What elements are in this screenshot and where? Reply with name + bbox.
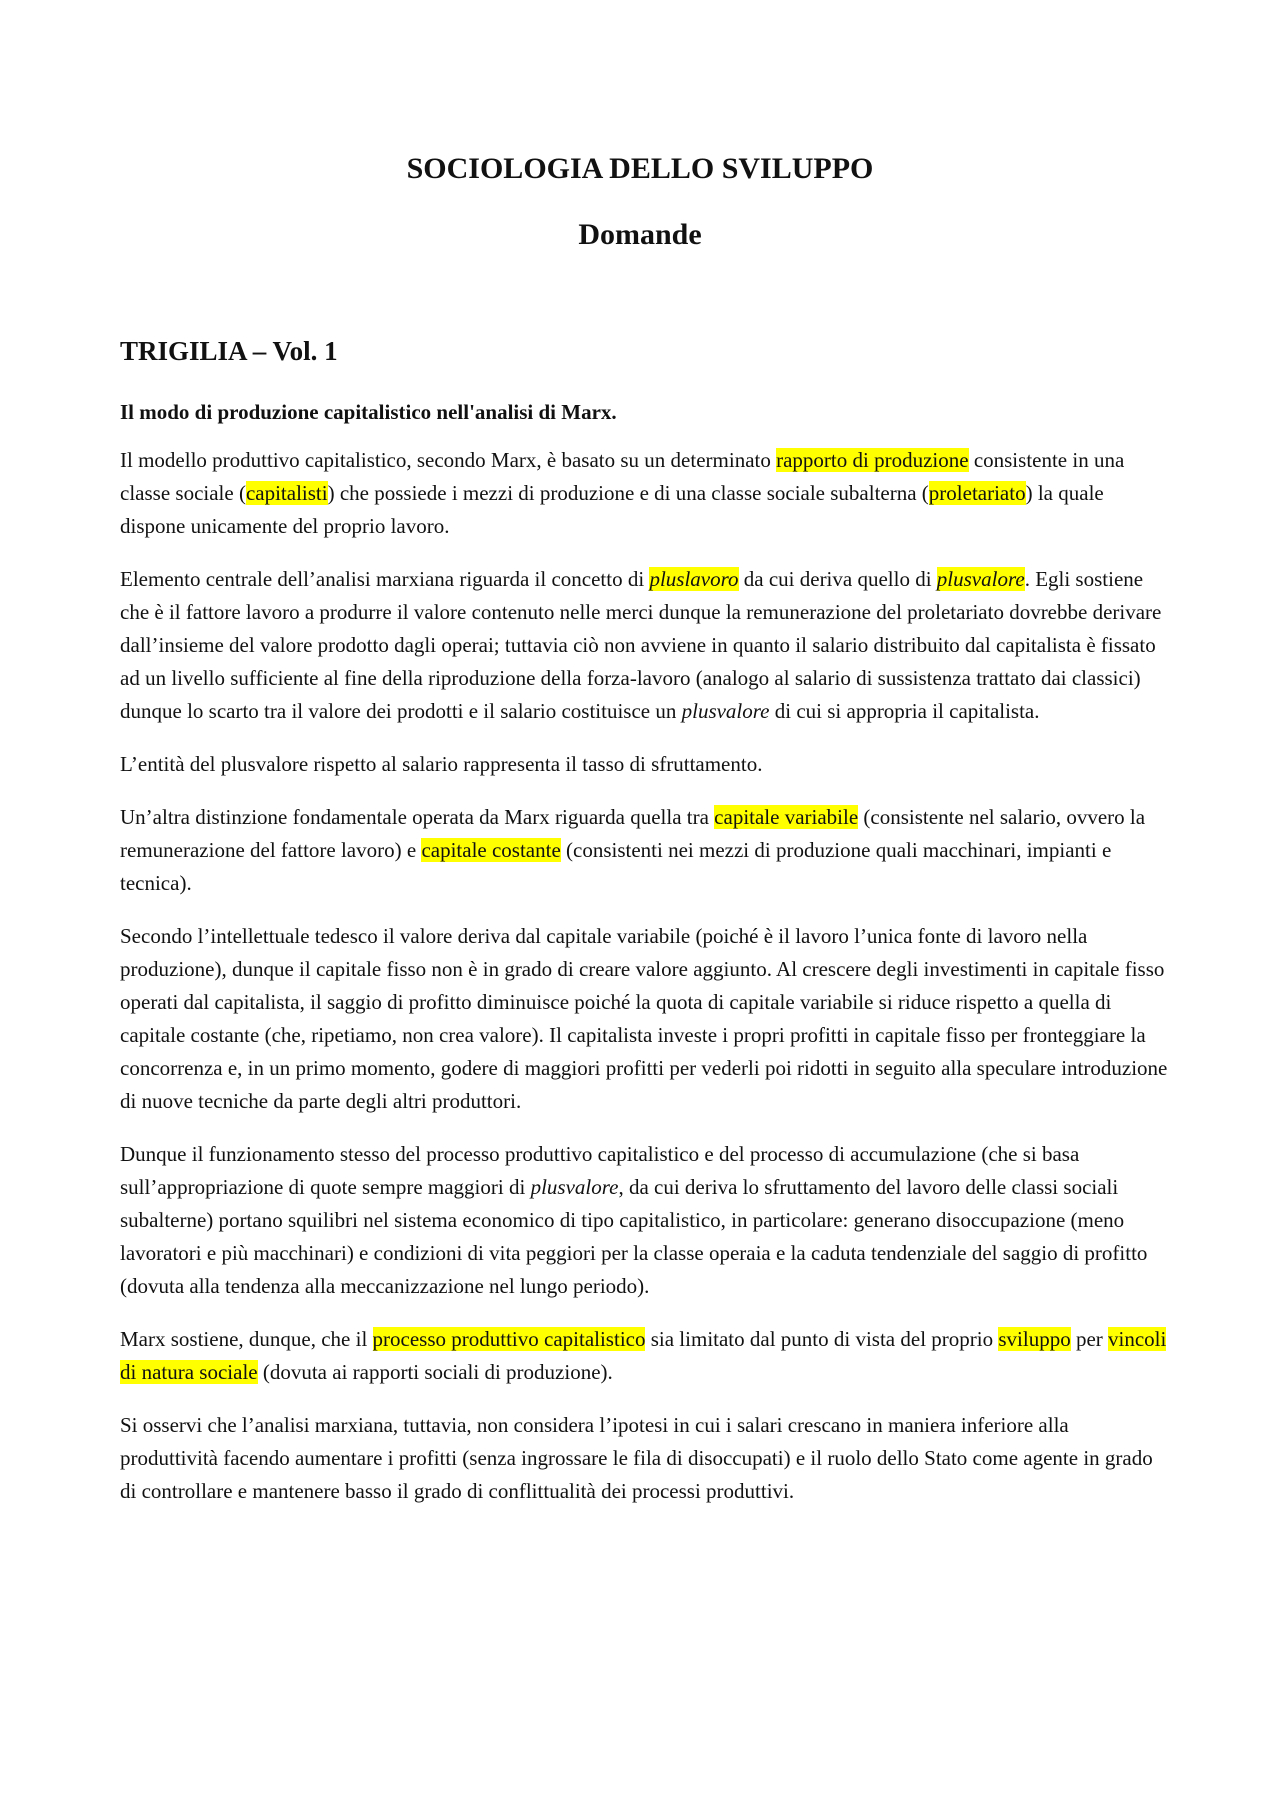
highlight: vincoli di natura sociale (120, 1327, 1167, 1384)
highlight: processo produttivo capitalistico (372, 1327, 646, 1351)
paragraph-7: Marx sostiene, dunque, che il processo produttivo capitalistico sia limitato dal punto di vista del proprio sviluppo per vincoli di natura sociale (dovuta ai rapporti sociali di produzione). (120, 1327, 1167, 1384)
paragraph-8: Si osservi che l’analisi marxiana, tuttavia, non considera l’ipotesi in cui i salari crescano in maniera inferiore alla produttività facendo aumentare i profitti (senza ingrossare le fila di disoccupati) e il ruolo dello Stato come agente in grado di controllare e mantenere basso il grado di conflittualità dei processi produttivi. (120, 1413, 1153, 1503)
question-heading: Il modo di produzione capitalistico nell'analisi di Marx. (120, 400, 617, 424)
highlight: sviluppo (998, 1327, 1071, 1351)
paragraph-3: L’entità del plusvalore rispetto al salario rappresenta il tasso di sfruttamento. (120, 752, 763, 776)
paragraph-1: Il modello produttivo capitalistico, secondo Marx, è basato su un determinato rapporto di produzione consistente in una classe sociale (capitalisti) che possiede i mezzi di produzione e di una classe sociale subalterna (proletariato) la quale dispone unicamente del proprio lavoro. (120, 448, 1125, 538)
paragraph-4: Un’altra distinzione fondamentale operata da Marx riguarda quella tra capitale variabile (consistente nel salario, ovvero la remunerazione del fattore lavoro) e capitale costante (consistenti nei mezzi di produzione quali macchinari, impianti e tecnica). (120, 805, 1146, 895)
highlight: plusvalore (936, 567, 1025, 591)
document-body (120, 398, 1170, 1528)
highlight: capitale costante (421, 838, 561, 862)
highlight: rapporto di produzione (776, 448, 969, 472)
document-title: SOCIOLOGIA DELLO SVILUPPO (406, 152, 874, 185)
highlight: pluslavoro (649, 567, 739, 591)
highlight: capitalisti (245, 481, 328, 505)
paragraph-5: Secondo l’intellettuale tedesco il valore deriva dal capitale variabile (poiché è il lavoro l’unica fonte di lavoro nella produzione), dunque il capitale fisso non è in grado di creare valore aggiunto. Al crescere degli investimenti in capitale fisso operati dal capitalista, il saggio di profitto diminuisce poiché la quota di capitale variabile si riduce rispetto a quella di capitale costante (che, ripetiamo, non crea valore). Il capitalista investe i propri profitti in capitale fisso per fronteggiare la concorrenza e, in un primo momento, godere di maggiori profitti per vederli poi ridotti in seguito alla speculare introduzione di nuove tecniche da parte degli altri produttori. (120, 924, 1168, 1113)
section-heading: TRIGILIA – Vol. 1 (120, 336, 338, 366)
highlight: proletariato (928, 481, 1026, 505)
italic-term: plusvalore (681, 699, 770, 723)
document-subtitle: Domande (578, 218, 702, 251)
highlight: capitale variabile (714, 805, 859, 829)
paragraph-2: Elemento centrale dell’analisi marxiana riguarda il concetto di pluslavoro da cui deriva quello di plusvalore. Egli sostiene che è il fattore lavoro a produrre il valore contenuto nelle merci dunque la remunerazione del proletariato dovrebbe derivare dall’insieme del valore prodotto dagli operai; tuttavia ciò non avviene in quanto il salario distribuito dal capitalista è fissato ad un livello sufficiente al fine della riproduzione della forza-lavoro (analogo al salario di sussistenza trattato dai classici) dunque lo scarto tra il valore dei prodotti e il salario costituisce un plusvalore di cui si appropria il capitalista. (120, 567, 1162, 723)
paragraph-6: Dunque il funzionamento stesso del processo produttivo capitalistico e del processo di accumulazione (che si basa sull’appropriazione di quote sempre maggiori di plusvalore, da cui deriva lo sfruttamento del lavoro delle classi sociali subalterne) portano squilibri nel sistema economico di tipo capitalistico, in particolare: generano disoccupazione (meno lavoratori e più macchinari) e condizioni di vita peggiori per la classe operaia e la caduta tendenziale del saggio di profitto (dovuta alla tendenza alla meccanizzazione nel lungo periodo). (120, 1142, 1148, 1298)
italic-term: plusvalore (530, 1175, 619, 1199)
